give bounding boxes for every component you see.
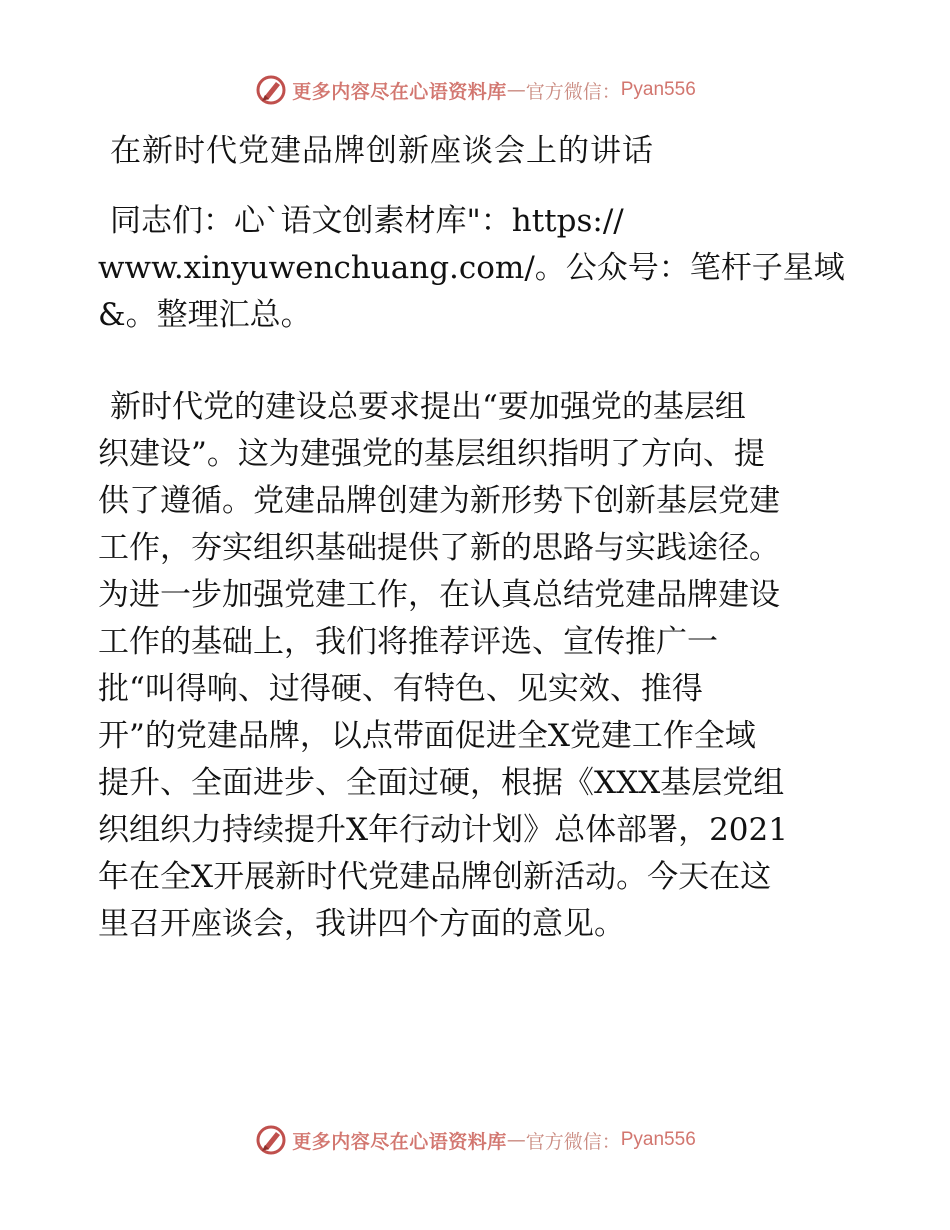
greeting-line: &。整理汇总。 <box>98 297 312 333</box>
pen-logo-icon <box>254 73 288 107</box>
body-line: 为进一步加强党建工作，在认真总结党建品牌建设 <box>98 577 780 613</box>
banner-dash: — <box>506 79 526 101</box>
banner-official: 官方微信： <box>525 80 621 103</box>
body-line: 供了遵循。党建品牌创建为新形势下创新基层党建 <box>98 483 780 519</box>
body-line: 里召开座谈会，我讲四个方面的意见。 <box>98 906 625 942</box>
body-line: 年在全X开展新时代党建品牌创新活动。今天在这 <box>98 859 772 895</box>
banner-wechat-id: Pyan556 <box>620 79 696 100</box>
body-line: 提升、全面进步、全面过硬，根据《XXX基层党组 <box>98 765 785 801</box>
greeting-line: 同志们：心`语文创素材库"：https:// <box>110 203 624 239</box>
body-line: 批“叫得响、过得硬、有特色、见实效、推得 <box>98 671 703 707</box>
body-line: 开”的党建品牌，以点带面促进全X党建工作全域 <box>98 718 756 754</box>
header-banner <box>0 70 950 110</box>
document-title: 在新时代党建品牌创新座谈会上的讲话 <box>110 133 654 169</box>
banner-wechat-id: Pyan556 <box>620 1129 696 1150</box>
body-line: 新时代党的建设总要求提出“要加强党的基层组 <box>110 389 746 425</box>
greeting-line: www.xinyuwenchuang.com/。公众号：笔杆子星域 <box>98 250 845 286</box>
body-line: 织组织力持续提升X年行动计划》总体部署，2021 <box>98 812 788 848</box>
body-line: 织建设”。这为建强党的基层组织指明了方向、提 <box>98 436 765 472</box>
banner-text: 更多内容尽在心语资料库 <box>292 80 507 103</box>
pen-logo-icon <box>254 1123 288 1157</box>
banner-official: 官方微信： <box>525 1130 621 1153</box>
body-line: 工作的基础上，我们将推荐评选、宣传推广一 <box>98 624 718 660</box>
body-line: 工作，夯实组织基础提供了新的思路与实践途径。 <box>98 530 780 566</box>
body-paragraph <box>98 384 858 948</box>
greeting-paragraph <box>98 198 858 339</box>
banner-text: 更多内容尽在心语资料库 <box>292 1130 507 1153</box>
footer-banner <box>0 1120 950 1160</box>
banner-dash: — <box>506 1129 526 1151</box>
